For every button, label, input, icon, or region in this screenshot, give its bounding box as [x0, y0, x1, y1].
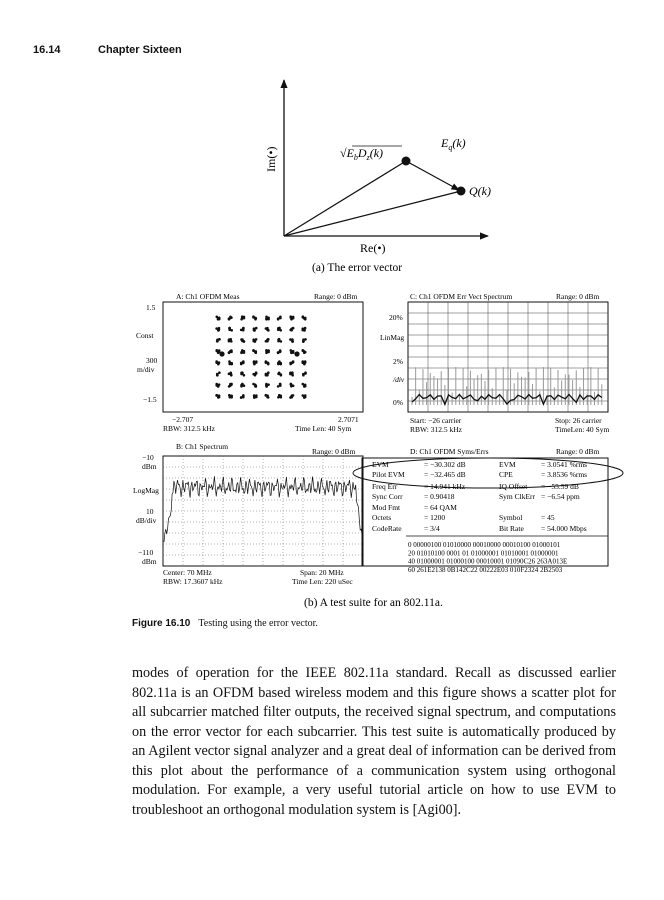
constellation-point [289, 316, 292, 319]
panel-d-syms-errs [353, 447, 623, 574]
syms-errs-cell: Freq Err [372, 482, 398, 491]
svg-text:C: Ch1 OFDM Err Vect Spectrum: C: Ch1 OFDM Err Vect Spectrum [410, 292, 513, 301]
svg-text:TimeLen: 40 Sym: TimeLen: 40 Sym [555, 425, 610, 434]
svg-text:−110: −110 [138, 548, 154, 557]
constellation-point [289, 372, 292, 375]
constellation-point [255, 372, 258, 375]
syms-errs-cell: Symbol [499, 513, 523, 522]
svg-text:LogMag: LogMag [133, 486, 159, 495]
panel-a-constellation [136, 292, 363, 433]
svg-text:Center: 70 MHz: Center: 70 MHz [163, 568, 212, 577]
syms-errs-cell: = 1200 [424, 513, 446, 522]
constellation-point [265, 374, 268, 377]
reference-vector-label: $√E_bD_z(k)$ [340, 146, 384, 162]
constellation-point [304, 385, 307, 388]
constellation-point [228, 317, 231, 320]
constellation-point [278, 338, 281, 341]
constellation-point [253, 362, 256, 365]
svg-text:RBW: 312.5 kHz: RBW: 312.5 kHz [410, 425, 463, 434]
constellation-point [277, 361, 280, 364]
constellation-point [254, 318, 257, 321]
svg-text:m/div: m/div [137, 365, 155, 374]
constellation-point [243, 316, 246, 319]
constellation-point [302, 374, 305, 377]
svg-text:Const: Const [136, 331, 154, 340]
syms-errs-cell: = 14.941 kHz [424, 482, 466, 491]
constellation-point [266, 339, 269, 342]
svg-text:RBW: 312.5 kHz: RBW: 312.5 kHz [163, 424, 216, 433]
constellation-point [267, 318, 270, 321]
constellation-point [279, 351, 282, 354]
syms-errs-cell: CodeRate [372, 524, 402, 533]
constellation-point [229, 383, 232, 386]
syms-errs-cell: = 3.8536 %rms [541, 470, 588, 479]
svg-text:1.5: 1.5 [146, 303, 156, 312]
measured-point [457, 187, 466, 196]
bit-row: 20 01010100 0001 01 01000001 01010001 01000001 [408, 549, 559, 558]
syms-errs-cell: = −6.54 ppm [541, 492, 580, 501]
body-text: modes of operation for the IEEE 802.11a standard. Recall as discussed earlier 802.11a is an OFDM based wireless modem and this figure shows a scatter plot for all subcarrier matched filter outputs, the received signal spectrum, and computations on the error vector for each subcarrier. This test suite is automatically produced by an Agilent vector signal analyzer and a great deal of information can be derived from this plot about the performance of a communication system using orthogonal modulation. For example, a very useful tutorial article on how to use EVM to troubleshoot an orthogonal modulation system is [Agi00]. [132, 665, 616, 818]
svg-text:Stop: 26 carrier: Stop: 26 carrier [555, 416, 602, 425]
constellation-point [216, 374, 219, 377]
constellation-point [254, 385, 257, 388]
constellation-point [304, 360, 307, 363]
pilot-point [294, 351, 299, 356]
constellation-point [217, 329, 220, 332]
svg-text:Range: 0 dBm: Range: 0 dBm [312, 447, 356, 456]
syms-errs-cell: CPE [499, 470, 513, 479]
constellation-point [217, 385, 220, 388]
constellation-point [304, 372, 307, 375]
syms-errs-cell: Mod Fmt [372, 503, 401, 512]
syms-errs-cell: IQ Offset [499, 482, 528, 491]
page-number: 16.14 [33, 44, 61, 56]
constellation-point [216, 339, 219, 342]
panel-b-spectrum [133, 442, 363, 586]
constellation-point [279, 383, 282, 386]
y-axis-label: Im(•) [264, 146, 278, 172]
svg-text:Time Len: 220 uSec: Time Len: 220 uSec [292, 577, 353, 586]
constellation-point [228, 394, 231, 397]
constellation-point [302, 340, 305, 343]
pilot-point [219, 351, 224, 356]
chapter-title: Chapter Sixteen [98, 44, 182, 56]
constellation-point [230, 363, 233, 366]
constellation-point [215, 361, 218, 364]
svg-text:10: 10 [146, 507, 154, 516]
reference-vector [284, 161, 406, 236]
constellation-point [255, 360, 258, 363]
svg-text:dB/div: dB/div [136, 516, 157, 525]
svg-text:−1.5: −1.5 [143, 395, 157, 404]
constellation-point [302, 316, 305, 319]
syms-errs-cell: = −32.465 dB [424, 470, 466, 479]
constellation-point [267, 329, 270, 332]
constellation-point [277, 317, 280, 320]
constellation-point [292, 327, 295, 330]
svg-text:2.7071: 2.7071 [338, 415, 359, 424]
syms-errs-cell: Pilot EVM [372, 470, 405, 479]
panel-c-err-vect-spectrum [380, 292, 609, 434]
constellation-point [303, 396, 306, 399]
constellation-point [215, 349, 218, 352]
constellation-point [277, 327, 280, 330]
svg-text:Time Len: 40 Sym: Time Len: 40 Sym [295, 424, 352, 433]
constellation-point [289, 362, 292, 365]
constellation-point [229, 338, 232, 341]
svg-text:dBm: dBm [142, 462, 157, 471]
constellation-point [230, 351, 233, 354]
constellation-point [267, 363, 270, 366]
error-vector-diagram [264, 80, 491, 274]
svg-text:Range: 0 dBm: Range: 0 dBm [556, 447, 600, 456]
constellation-point [278, 394, 281, 397]
figure-b-caption: (b) A test suite for an 802.11a. [304, 597, 443, 609]
constellation-point [218, 371, 221, 374]
syms-errs-cell: = 54.000 Mbps [541, 524, 587, 533]
svg-text:LinMag: LinMag [380, 333, 405, 342]
syms-errs-cell: EVM [372, 460, 389, 469]
constellation-point [252, 349, 255, 352]
error-vector [406, 161, 459, 190]
constellation-point [228, 327, 231, 330]
constellation-point [230, 329, 233, 332]
syms-errs-cell: = 45 [541, 513, 555, 522]
constellation-point [280, 340, 283, 343]
constellation-point [254, 340, 257, 343]
constellation-point [215, 394, 218, 397]
svg-text:20%: 20% [389, 313, 403, 322]
svg-text:300: 300 [146, 356, 158, 365]
svg-text:−2.707: −2.707 [172, 415, 194, 424]
svg-text:A: Ch1 OFDM Meas: A: Ch1 OFDM Meas [176, 292, 240, 301]
figure-caption: Figure 16.10 Testing using the error vector. [132, 618, 318, 629]
constellation-point [290, 349, 293, 352]
constellation-point [301, 362, 304, 365]
constellation-point [291, 340, 294, 343]
x-axis-label: Re(•) [360, 241, 386, 255]
syms-errs-cell: = 0.90418 [424, 492, 455, 501]
constellation-point [228, 352, 231, 355]
svg-text:Range: 0 dBm: Range: 0 dBm [556, 292, 600, 301]
svg-text:D: Ch1 OFDM Syms/Errs: D: Ch1 OFDM Syms/Errs [410, 447, 489, 456]
reference-point [402, 157, 411, 166]
constellation-point [292, 360, 295, 363]
constellation-point [267, 351, 270, 354]
svg-text:dBm: dBm [142, 557, 157, 566]
constellation-point [240, 371, 243, 374]
svg-text:/div: /div [393, 375, 405, 384]
constellation-point [301, 329, 304, 332]
constellation-point [242, 327, 245, 330]
constellation-point [252, 316, 255, 319]
constellation-point [279, 363, 282, 366]
syms-errs-cell: = 3.0541 %rms [541, 460, 588, 469]
constellation-point [243, 350, 246, 353]
svg-text:RBW: 17.3607 kHz: RBW: 17.3607 kHz [163, 577, 223, 586]
syms-errs-cell: = 3/4 [424, 524, 440, 533]
svg-text:2%: 2% [393, 357, 403, 366]
constellation-point [279, 316, 282, 319]
constellation-point [218, 318, 221, 321]
constellation-point [240, 362, 243, 365]
constellation-point [265, 349, 268, 352]
constellation-point [230, 373, 233, 376]
constellation-point [252, 383, 255, 386]
constellation-point [241, 340, 244, 343]
syms-errs-cell: = −30.302 dB [424, 460, 466, 469]
syms-errs-cell: Bit Rate [499, 524, 524, 533]
constellation-point [242, 360, 245, 363]
syms-errs-cell: = −55.59 dB [541, 482, 579, 491]
constellation-point [241, 383, 244, 386]
constellation-point [290, 352, 293, 355]
syms-errs-cell: Octets [372, 513, 392, 522]
syms-errs-cell: Sync Corr [372, 492, 403, 501]
syms-errs-cell: = 64 QAM [424, 503, 457, 512]
constellation-point [292, 316, 295, 319]
constellation-point [265, 385, 268, 388]
constellation-point [253, 329, 256, 332]
constellation-point [290, 383, 293, 386]
constellation-point [303, 350, 306, 353]
syms-errs-cell: Sym ClkErr [499, 492, 536, 501]
constellation-point [242, 396, 245, 399]
constellation-point [253, 396, 256, 399]
measured-vector [284, 191, 461, 236]
bit-row: 0 00000100 01010000 00010000 00010100 01000101 [408, 541, 561, 549]
constellation-point [218, 394, 221, 397]
svg-text:−10: −10 [142, 453, 154, 462]
constellation-point [255, 394, 258, 397]
constellation-point [291, 396, 294, 399]
constellation-point [304, 318, 307, 321]
bit-row: 40 01000001 01000100 00010001 01090C26 263A013E [408, 557, 568, 566]
svg-text:B: Ch1 Spectrum: B: Ch1 Spectrum [176, 442, 229, 451]
constellation-point [265, 361, 268, 364]
measured-vector-label: Q(k) [469, 184, 491, 198]
constellation-point [240, 352, 243, 355]
svg-text:Range: 0 dBm: Range: 0 dBm [314, 292, 358, 301]
error-vector-label: $E_q(k)$ [441, 136, 466, 152]
constellation-point [230, 396, 233, 399]
svg-text:0%: 0% [393, 398, 403, 407]
constellation-point [280, 373, 283, 376]
svg-text:Span: 20 MHz: Span: 20 MHz [300, 568, 344, 577]
syms-errs-cell: EVM [499, 460, 516, 469]
constellation-point [255, 350, 258, 353]
figure-a-caption: (a) The error vector [312, 262, 403, 274]
constellation-point [228, 385, 231, 388]
bit-row: 60 261E2138 0B142C22 00222E03 010F2324 2B2503 [408, 565, 563, 574]
constellation-point [255, 327, 258, 330]
constellation-point [266, 394, 269, 397]
svg-text:Start: −26 carrier: Start: −26 carrier [410, 416, 462, 425]
constellation-point [277, 385, 280, 388]
